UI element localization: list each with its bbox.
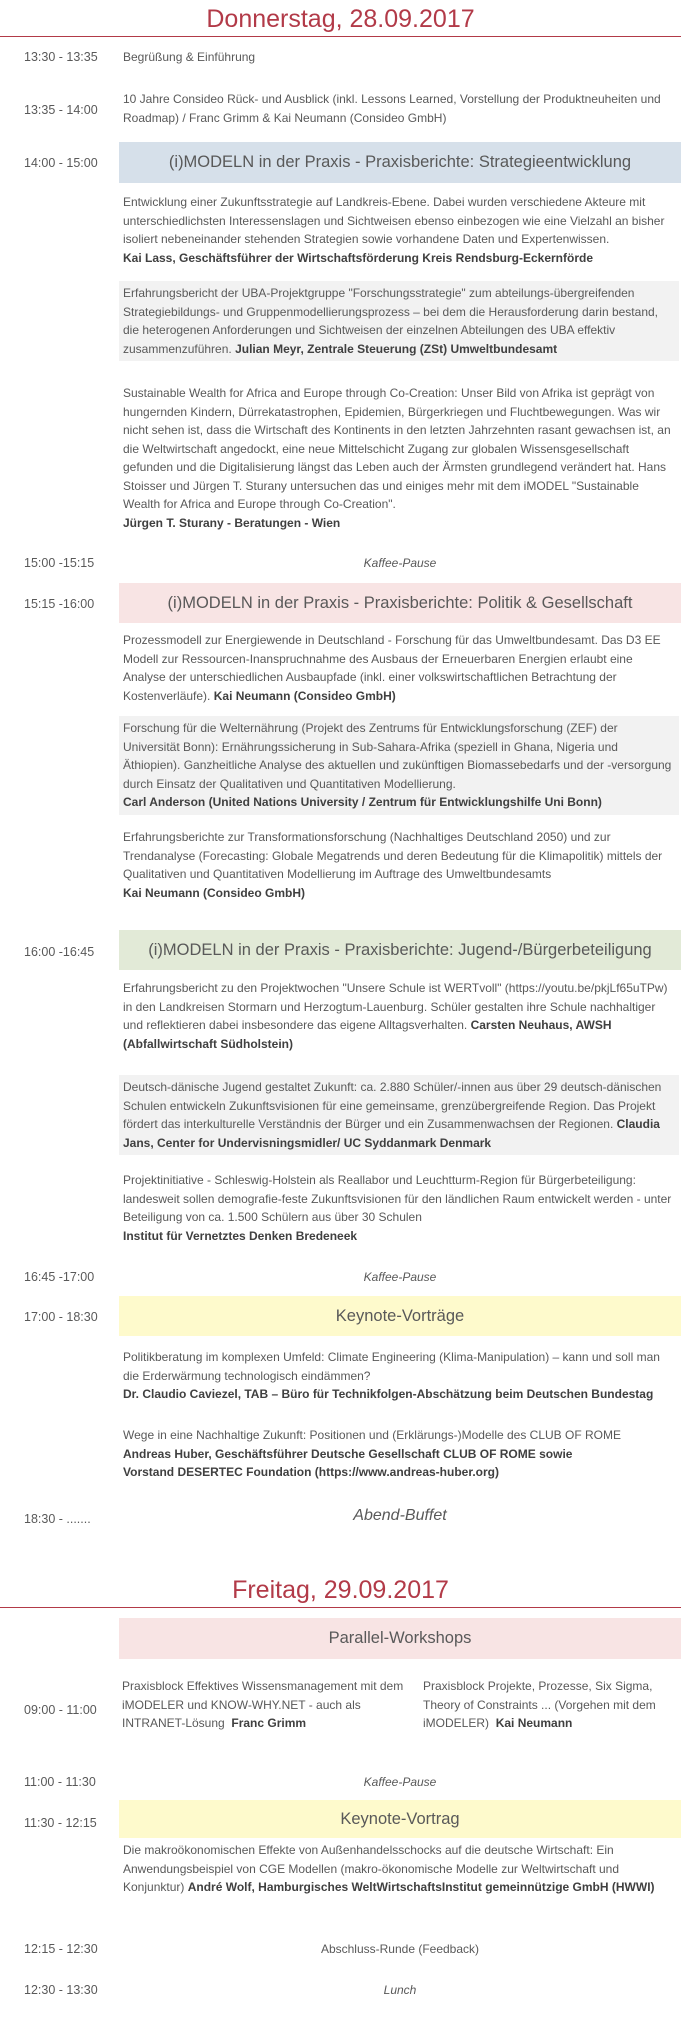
workshop-left-speaker: Franc Grimm <box>231 1716 307 1730</box>
workshop-right <box>423 1677 679 1733</box>
block-banner: (i)MODELN in der Praxis - Praxisberichte: Jugend-/Bürgerbeteiligung <box>119 930 681 970</box>
day1-title: Donnerstag, 28.09.2017 <box>206 5 475 33</box>
talk <box>119 281 679 361</box>
talk-text: Deutsch-dänische Jugend gestaltet Zukunft: ca. 2.880 Schüler/-innen aus über 29 deutsch-dänischen Schulen entwickeln Zukunftsvisionen für eine gemeinsame, grenzübergreifende Region. Das Projekt fördert das interkulturelle Verständnis der Bürger und ein Zusammenwachsen der Regionen. <box>123 1080 662 1131</box>
lunch-label: Lunch <box>383 1983 417 1997</box>
talk <box>119 1423 679 1485</box>
pause-label: Kaffee-Pause <box>363 556 437 570</box>
talk-speaker: Carsten Neuhaus, AWSH (Abfallwirtschaft Südholstein) <box>123 1018 612 1051</box>
talk-speaker-2: Vorstand DESERTEC Foundation (https://www.andreas-huber.org) <box>123 1465 500 1479</box>
talk-text: Erfahrungsbericht der UBA-Projektgruppe "Forschungsstrategie" zum abteilungs-übergreifenden Strategiebildungs- und Gruppenmodellierungsprozess – bei dem die Herausforderung darin bestand, die heterogenen Anforderungen und Sichtweisen der einzelnen Abteilungen des UBA effektiv zusammenzuführen. <box>123 286 658 356</box>
item-text: 10 Jahre Consideo Rück- und Ausblick (inkl. Lessons Learned, Vorstellung der Produktneuheiten und Roadmap) / Franc Grimm & Kai Neumann (Consideo GmbH) <box>123 92 661 125</box>
block-banner: Keynote-Vorträge <box>119 1296 681 1336</box>
workshop-right-speaker: Kai Neumann <box>495 1716 573 1730</box>
talk <box>119 381 679 535</box>
talk-text: Erfahrungsbericht zu den Projektwochen "Unsere Schule ist WERTvoll" (https://youtu.be/pkjLf65uTPw) in den Landkreisen Stormarn und Herzogtum-Lauenburg. Schüler gestalten ihre Schule nachhaltiger und reflektieren dabei insbesondere das eigene Alltagsverhalten. <box>123 981 668 1032</box>
talk <box>119 1838 679 1900</box>
block-time: 15:15 -16:00 <box>24 597 95 611</box>
closing-time: 12:15 - 12:30 <box>24 1942 98 1956</box>
talk-text: Die makroökonomischen Effekte von Außenhandelsschocks auf die deutsche Wirtschaft: Ein Anwendungsbeispiel von CGE Modellen (makro-ökonomische Modelle zur Weltwirtschaft und Konjunktur) <box>123 1843 620 1894</box>
talk <box>119 716 679 815</box>
talk-text: Erfahrungsberichte zur Transformationsforschung (Nachhaltiges Deutschland 2050) und zur Trendanalyse (Forecasting: Globale Megatrends und deren Bedeutung für die Klimapolitik) mittels der Qualitativen und Quantitativen Modellierung im Auftrage des Umweltbundesamts <box>123 830 663 881</box>
keynote-time: 11:30 - 12:15 <box>24 1816 97 1830</box>
dinner-label: Abend-Buffet <box>353 1507 447 1524</box>
pause-time: 15:00 -15:15 <box>24 556 95 570</box>
talk-speaker: Julian Meyr, Zentrale Steuerung (ZSt) Umweltbundesamt <box>235 341 558 356</box>
block-time: 16:00 -16:45 <box>24 945 95 959</box>
talk <box>119 976 679 1056</box>
block-banner: (i)MODELN in der Praxis - Praxisberichte: Politik & Gesellschaft <box>119 583 681 623</box>
dinner-time: 18:30 - ....... <box>24 1512 91 1526</box>
keynote-banner: Keynote-Vortrag <box>119 1800 681 1838</box>
talk-speaker: Dr. Claudio Caviezel, TAB – Büro für Technikfolgen-Abschätzung beim Deutschen Bundestag <box>123 1387 654 1401</box>
pause-time: 11:00 - 11:30 <box>24 1775 96 1789</box>
talk-text: Sustainable Wealth for Africa and Europe through Co-Creation: Unser Bild von Afrika ist geprägt von hungernden Kindern, Dürrekatastrophen, Epidemien, Bürgerkriegen und Fluchtbewegungen. Was wir nicht sehen ist, dass die Wirtschaft des Kontinents in den letzten Jahrzehnten rasant gewachsen ist, an die Weltwirtschaft angedockt, eine neue Mittelschicht Zugang zur globalen Wissensgesellschaft gefunden und die Digitalisierung längst das Leben auch der Ärmsten grundlegend verändert hat. Hans Stoisser und Jürgen T. Sturany untersuchen das und einiges mehr mit dem iMODEL "Sustainable Wealth for Africa and Europe through Co-Creation". <box>123 386 671 511</box>
day2-title: Freitag, 29.09.2017 <box>232 1576 449 1604</box>
block-time: 14:00 - 15:00 <box>24 156 98 170</box>
workshops-banner: Parallel-Workshops <box>119 1618 681 1659</box>
item-time: 13:35 - 14:00 <box>24 103 98 117</box>
pause-label: Kaffee-Pause <box>363 1775 437 1789</box>
talk-speaker: Jürgen T. Sturany - Beratungen - Wien <box>123 515 341 530</box>
block-banner: (i)MODELN in der Praxis - Praxisberichte: Strategieentwicklung <box>119 142 681 183</box>
closing-label: Abschluss-Runde (Feedback) <box>320 1942 480 1956</box>
day1-divider <box>0 36 681 37</box>
workshops-time: 09:00 - 11:00 <box>24 1703 97 1717</box>
talk-text: Projektinitiative - Schleswig-Holstein als Reallabor und Leuchtturm-Region für Bürgerbeteiligung: landesweit sollen demografie-feste Zukunftsvisionen für den ländlichen Raum entwickelt werden - unter Beteiligung von ca. 1.500 Schülern aus über 30 Schulen <box>123 1173 672 1224</box>
talk <box>119 1345 679 1407</box>
talk <box>119 190 679 270</box>
talk <box>119 1168 679 1248</box>
item-time: 13:30 - 13:35 <box>24 50 98 64</box>
talk-text: Prozessmodell zur Energiewende in Deutschland - Forschung für das Umweltbundesamt. Das D3 EE Modell zur Ressourcen-Inanspruchnahme des Ausbaus der Erneuerbaren Energien erlaubt eine Analyse der unterschiedlichen Ausbaupfade (inkl. einer volkswirtschaftlichen Betrachtung der Kostenverläufe). <box>123 633 661 703</box>
talk-speaker: Kai Neumann (Consideo GmbH) <box>213 688 396 703</box>
workshop-left <box>122 1677 418 1733</box>
talk-speaker: Kai Lass, Geschäftsführer der Wirtschaftsförderung Kreis Rendsburg-Eckernförde <box>123 250 594 265</box>
talk <box>119 825 679 905</box>
talk-speaker: Institut für Vernetztes Denken Bredeneek <box>123 1228 358 1243</box>
talk-speaker: Carl Anderson (United Nations University / Zentrum für Entwicklungshilfe Uni Bonn) <box>123 795 602 809</box>
lunch-time: 12:30 - 13:30 <box>24 1983 98 1997</box>
pause-label: Kaffee-Pause <box>363 1270 437 1284</box>
item-text: Begrüßung & Einführung <box>123 50 256 64</box>
talk-speaker: Andreas Huber, Geschäftsführer Deutsche Gesellschaft CLUB OF ROME sowie <box>123 1446 573 1461</box>
day2-divider <box>0 1607 681 1608</box>
workshop-right-text: Praxisblock Projekte, Prozesse, Six Sigma, Theory of Constraints ... (Vorgehen mit dem iMODELER) <box>423 1679 656 1730</box>
talk-text: Entwicklung einer Zukunftsstrategie auf Landkreis-Ebene. Dabei wurden verschiedene Akteure mit unterschiedlichsten Interessenslagen und Sichtweisen ebenso einbezogen wie eine Vielzahl an bisher isoliert nebeneinander stehenden Strategien sowie vorhandene Daten und Expertenwissen. <box>123 195 665 246</box>
block-time: 17:00 - 18:30 <box>24 1310 98 1324</box>
workshop-left-text: Praxisblock Effektives Wissensmanagement mit dem iMODELER und KNOW-WHY.NET - auch als INTRANET-Lösung <box>122 1679 404 1730</box>
talk-text: Wege in eine Nachhaltige Zukunft: Positionen und (Erklärungs-)Modelle des CLUB OF ROME <box>123 1428 622 1442</box>
talk <box>119 628 679 708</box>
talk-text: Forschung für die Welternährung (Projekt des Zentrums für Entwicklungsforschung (ZEF) der Universität Bonn): Ernährungssicherung in Sub-Sahara-Afrika (speziell in Ghana, Nigeria und Äthiopien). Ganzheitliche Analyse des aktuellen und zukünftigen Biomassebedarfs und der -versorgung durch Einsatz der Qualitativen und Quantitativen Modellierung. <box>123 721 672 791</box>
talk-speaker: Kai Neumann (Consideo GmbH) <box>123 885 306 900</box>
talk <box>119 1075 679 1155</box>
talk-text: Politikberatung im komplexen Umfeld: Climate Engineering (Klima-Manipulation) – kann und soll man die Erderwärmung technologisch eindämmen? <box>123 1350 660 1383</box>
pause-time: 16:45 -17:00 <box>24 1270 95 1284</box>
talk-speaker: André Wolf, Hamburgisches WeltWirtschaftsInstitut gemeinnützige GmbH (HWWI) <box>187 1880 655 1894</box>
talk-speaker: Claudia Jans, Center for Undervisningsmidler/ UC Syddanmark Denmark <box>123 1117 660 1150</box>
